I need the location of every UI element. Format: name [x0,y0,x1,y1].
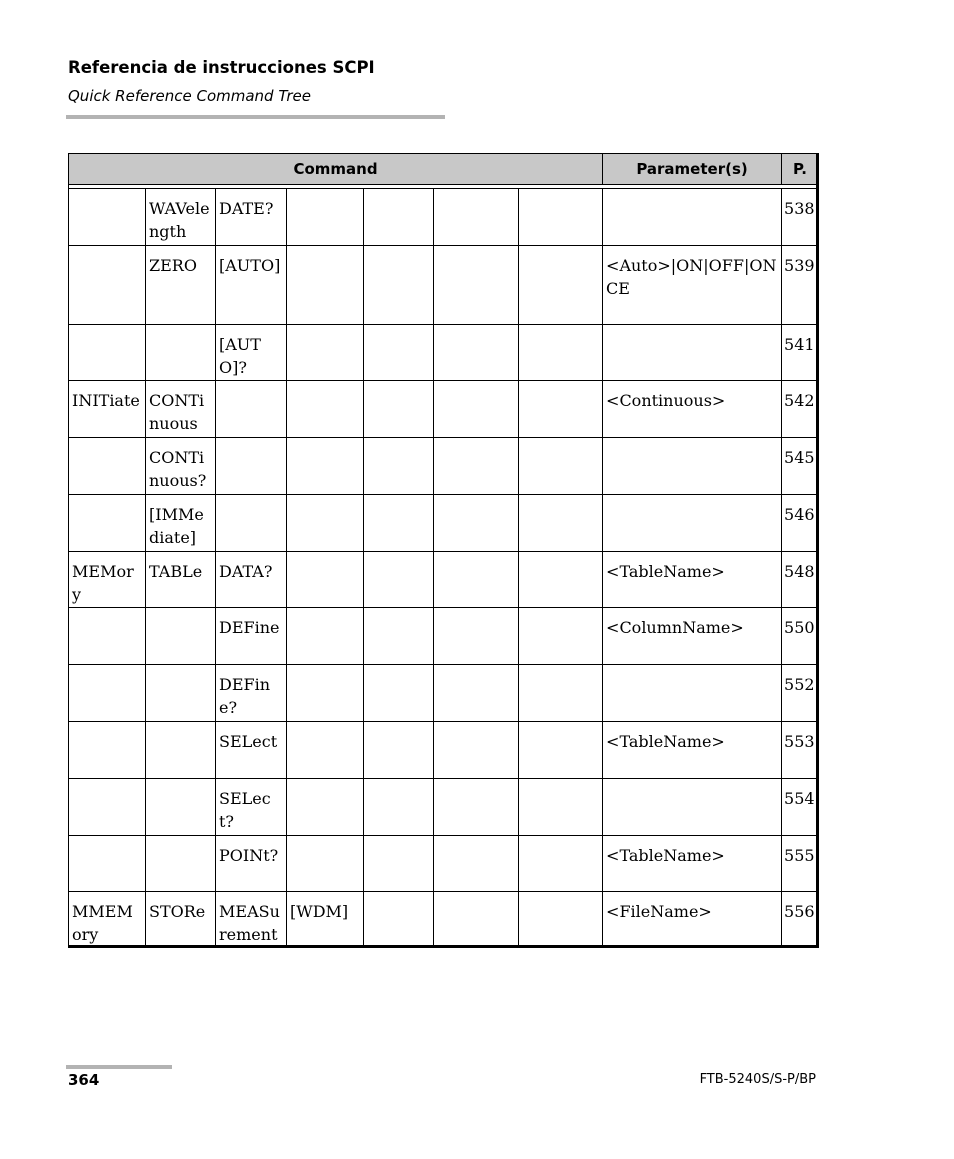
command-level-2-cell [146,665,216,722]
command-table [68,153,819,948]
command-level-6-cell [434,836,519,892]
parameters-cell [603,438,782,495]
page-cell: 548 [782,552,819,608]
command-level-1-cell [69,246,146,325]
page-cell: 550 [782,608,819,665]
command-level-7-cell [519,552,603,608]
command-level-3-cell: DEFine? [216,665,287,722]
command-level-3-cell: MEASurement [216,892,287,948]
command-level-5-cell [364,665,434,722]
parameters-cell: <ColumnName> [603,608,782,665]
page-cell: 556 [782,892,819,948]
parameters-cell [603,495,782,552]
command-level-7-cell [519,438,603,495]
page-cell: 546 [782,495,819,552]
command-level-4-cell [287,722,364,779]
page-cell: 541 [782,325,819,381]
command-level-5-cell [364,325,434,381]
section-title: Referencia de instrucciones SCPI [68,58,375,77]
table-row [69,189,819,246]
parameters-cell: <Continuous> [603,381,782,438]
command-level-2-cell: STORe [146,892,216,948]
command-level-5-cell [364,779,434,836]
command-level-2-cell [146,608,216,665]
command-level-1-cell [69,722,146,779]
table-header-row [69,154,819,185]
command-level-5-cell [364,246,434,325]
command-level-3-cell: DATA? [216,552,287,608]
command-level-5-cell [364,381,434,438]
command-level-1-cell [69,608,146,665]
command-level-3-cell [216,438,287,495]
command-level-7-cell [519,189,603,246]
command-level-3-cell: [AUTO] [216,246,287,325]
table-row [69,892,819,948]
command-level-6-cell [434,722,519,779]
parameters-cell [603,325,782,381]
command-level-5-cell [364,722,434,779]
table-right-shadow [816,153,819,948]
command-level-6-cell [434,189,519,246]
command-level-7-cell [519,836,603,892]
table-row [69,495,819,552]
command-level-5-cell [364,495,434,552]
command-level-6-cell [434,892,519,948]
command-level-5-cell [364,608,434,665]
command-level-3-cell [216,495,287,552]
command-level-7-cell [519,325,603,381]
table-body [69,185,819,948]
command-level-5-cell [364,438,434,495]
command-level-2-cell: WAVelength [146,189,216,246]
command-level-4-cell: [WDM] [287,892,364,948]
command-level-1-cell: MEMory [69,552,146,608]
command-level-7-cell [519,495,603,552]
command-level-4-cell [287,495,364,552]
command-level-1-cell [69,495,146,552]
parameters-cell: <TableName> [603,836,782,892]
parameters-cell [603,665,782,722]
parameters-cell: <FileName> [603,892,782,948]
command-level-6-cell [434,552,519,608]
command-level-4-cell [287,779,364,836]
command-level-2-cell: ZERO [146,246,216,325]
page-cell: 542 [782,381,819,438]
command-level-4-cell [287,608,364,665]
command-level-7-cell [519,246,603,325]
table-row [69,438,819,495]
table-row [69,779,819,836]
table-row [69,325,819,381]
command-level-1-cell [69,438,146,495]
table-row [69,381,819,438]
page-cell: 539 [782,246,819,325]
command-level-7-cell [519,779,603,836]
command-level-6-cell [434,608,519,665]
table-row [69,665,819,722]
section-subtitle: Quick Reference Command Tree [68,87,311,105]
command-level-6-cell [434,495,519,552]
command-level-2-cell [146,722,216,779]
product-model: FTB-5240S/S-P/BP [699,1072,816,1087]
table-row [69,246,819,325]
command-level-4-cell [287,381,364,438]
page-number: 364 [68,1071,100,1089]
command-level-7-cell [519,381,603,438]
command-level-7-cell [519,892,603,948]
page-cell: 554 [782,779,819,836]
command-level-4-cell [287,665,364,722]
command-level-1-cell [69,189,146,246]
command-level-7-cell [519,722,603,779]
command-level-6-cell [434,325,519,381]
parameters-header: Parameter(s) [603,154,782,185]
command-level-1-cell [69,325,146,381]
table-row [69,836,819,892]
footer-rule [66,1065,172,1069]
command-level-4-cell [287,246,364,325]
command-level-3-cell: POINt? [216,836,287,892]
command-level-1-cell [69,836,146,892]
table-row [69,608,819,665]
command-level-1-cell [69,665,146,722]
command-level-4-cell [287,438,364,495]
header-rule [66,115,445,119]
command-level-2-cell: [IMMediate] [146,495,216,552]
command-level-6-cell [434,381,519,438]
command-level-4-cell [287,325,364,381]
command-level-6-cell [434,665,519,722]
command-header: Command [69,154,603,185]
command-level-5-cell [364,892,434,948]
parameters-cell [603,779,782,836]
page-cell: 552 [782,665,819,722]
page-cell: 545 [782,438,819,495]
command-level-1-cell: MMEMory [69,892,146,948]
command-level-2-cell: TABLe [146,552,216,608]
parameters-cell: <Auto>|ON|OFF|ONCE [603,246,782,325]
command-level-3-cell: SELect? [216,779,287,836]
command-level-4-cell [287,552,364,608]
parameters-cell: <TableName> [603,552,782,608]
command-level-2-cell: CONTinuous? [146,438,216,495]
table-bottom-shadow [68,945,819,948]
command-level-4-cell [287,836,364,892]
command-level-3-cell [216,381,287,438]
page-header: P. [782,154,819,185]
command-level-1-cell: INITiate [69,381,146,438]
table-row [69,722,819,779]
command-level-5-cell [364,552,434,608]
command-level-7-cell [519,608,603,665]
command-level-3-cell: DEFine [216,608,287,665]
command-level-5-cell [364,189,434,246]
command-level-6-cell [434,779,519,836]
parameters-cell [603,189,782,246]
command-level-3-cell: DATE? [216,189,287,246]
command-level-1-cell [69,779,146,836]
command-level-2-cell: CONTinuous [146,381,216,438]
page-cell: 555 [782,836,819,892]
page-cell: 553 [782,722,819,779]
parameters-cell: <TableName> [603,722,782,779]
command-level-3-cell: [AUTO]? [216,325,287,381]
command-level-6-cell [434,246,519,325]
command-level-6-cell [434,438,519,495]
table-row [69,552,819,608]
command-level-2-cell [146,779,216,836]
page-cell: 538 [782,189,819,246]
command-level-2-cell [146,325,216,381]
command-level-3-cell: SELect [216,722,287,779]
command-level-7-cell [519,665,603,722]
command-level-2-cell [146,836,216,892]
command-level-5-cell [364,836,434,892]
command-level-4-cell [287,189,364,246]
